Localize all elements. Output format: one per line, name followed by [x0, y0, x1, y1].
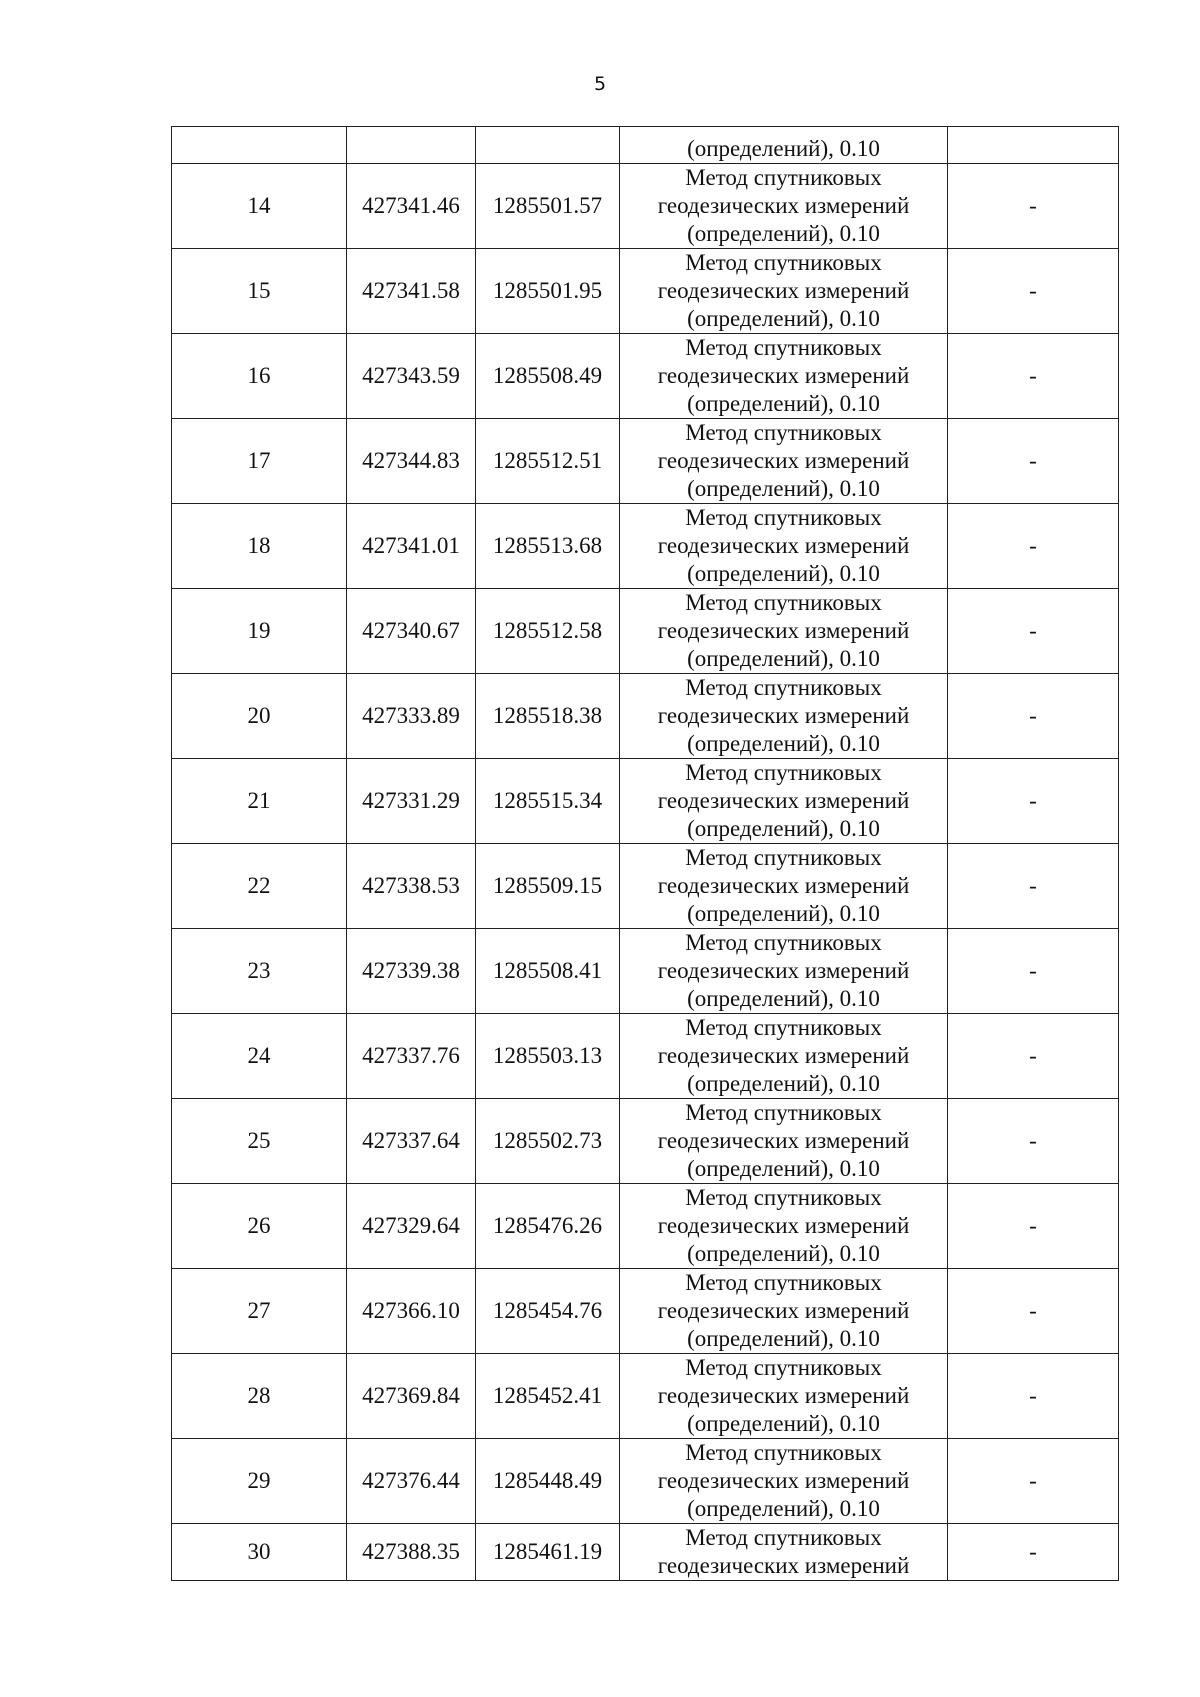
method-line: (определений), 0.10: [687, 561, 880, 586]
method-line: геодезических измерений: [657, 1298, 910, 1323]
table-row: [172, 1354, 1119, 1439]
note-cell: -: [948, 1354, 1119, 1439]
method-line: геодезических измерений: [657, 363, 910, 388]
point-number-cell: 17: [172, 419, 347, 504]
table-row: [172, 334, 1119, 419]
method-cell: [620, 1354, 948, 1439]
method-line: геодезических измерений: [657, 1213, 910, 1238]
method-cell: [620, 504, 948, 589]
y-coordinate-cell: 1285515.34: [476, 759, 620, 844]
method-line: Метод спутниковых: [685, 1015, 882, 1040]
method-line: (определений), 0.10: [687, 1411, 880, 1436]
y-coordinate-cell: 1285512.58: [476, 589, 620, 674]
method-line: Метод спутниковых: [685, 1100, 882, 1125]
note-cell: -: [948, 249, 1119, 334]
method-line: геодезических измерений: [657, 1128, 910, 1153]
method-line: геодезических измерений: [657, 1383, 910, 1408]
x-coordinate-cell: 427366.10: [347, 1269, 476, 1354]
method-line: Метод спутниковых: [685, 1440, 882, 1465]
x-coordinate-cell: [347, 127, 476, 164]
x-coordinate-cell: 427343.59: [347, 334, 476, 419]
table-row: [172, 164, 1119, 249]
point-number-cell: 24: [172, 1014, 347, 1099]
point-number-cell: [172, 127, 347, 164]
note-cell: -: [948, 504, 1119, 589]
point-number-cell: 29: [172, 1439, 347, 1524]
method-line: Метод спутниковых: [685, 1525, 882, 1550]
method-line: Метод спутниковых: [685, 760, 882, 785]
y-coordinate-cell: 1285476.26: [476, 1184, 620, 1269]
method-line: (определений), 0.10: [687, 1241, 880, 1266]
note-cell: -: [948, 1099, 1119, 1184]
table-row: [172, 1014, 1119, 1099]
method-line: (определений), 0.10: [687, 1496, 880, 1521]
method-line: геодезических измерений: [657, 1043, 910, 1068]
note-cell: -: [948, 1184, 1119, 1269]
x-coordinate-cell: 427341.01: [347, 504, 476, 589]
y-coordinate-cell: 1285501.95: [476, 249, 620, 334]
method-cell: [620, 1099, 948, 1184]
method-line: (определений), 0.10: [687, 391, 880, 416]
x-coordinate-cell: 427337.64: [347, 1099, 476, 1184]
coordinates-table-body: [172, 127, 1119, 1581]
method-line: геодезических измерений: [657, 788, 910, 813]
method-line: (определений), 0.10: [687, 1156, 880, 1181]
y-coordinate-cell: 1285518.38: [476, 674, 620, 759]
x-coordinate-cell: 427339.38: [347, 929, 476, 1014]
y-coordinate-cell: 1285448.49: [476, 1439, 620, 1524]
method-cell: [620, 1014, 948, 1099]
x-coordinate-cell: 427341.46: [347, 164, 476, 249]
x-coordinate-cell: 427344.83: [347, 419, 476, 504]
method-line: геодезических измерений: [657, 278, 910, 303]
note-cell: [948, 127, 1119, 164]
method-cell: [620, 929, 948, 1014]
method-line: геодезических измерений: [657, 618, 910, 643]
y-coordinate-cell: [476, 127, 620, 164]
method-line: геодезических измерений: [657, 193, 910, 218]
point-number-cell: 30: [172, 1524, 347, 1581]
note-cell: -: [948, 759, 1119, 844]
x-coordinate-cell: 427333.89: [347, 674, 476, 759]
method-cell: [620, 1269, 948, 1354]
y-coordinate-cell: 1285502.73: [476, 1099, 620, 1184]
table-row: [172, 759, 1119, 844]
table-row: [172, 929, 1119, 1014]
method-line: Метод спутниковых: [685, 335, 882, 360]
table-row: [172, 419, 1119, 504]
note-cell: -: [948, 674, 1119, 759]
table-row: [172, 844, 1119, 929]
note-cell: -: [948, 164, 1119, 249]
x-coordinate-cell: 427331.29: [347, 759, 476, 844]
method-line: (определений), 0.10: [687, 1326, 880, 1351]
note-cell: -: [948, 334, 1119, 419]
method-line: Метод спутниковых: [685, 1270, 882, 1295]
method-line: (определений), 0.10: [687, 306, 880, 331]
method-line: (определений), 0.10: [687, 901, 880, 926]
coordinates-table: [171, 126, 1119, 1581]
method-line: (определений), 0.10: [687, 731, 880, 756]
note-cell: -: [948, 1269, 1119, 1354]
method-line: (определений), 0.10: [687, 221, 880, 246]
method-line: (определений), 0.10: [687, 476, 880, 501]
x-coordinate-cell: 427388.35: [347, 1524, 476, 1581]
point-number-cell: 20: [172, 674, 347, 759]
method-line: Метод спутниковых: [685, 250, 882, 275]
method-cell: [620, 844, 948, 929]
point-number-cell: 28: [172, 1354, 347, 1439]
point-number-cell: 26: [172, 1184, 347, 1269]
note-cell: -: [948, 1439, 1119, 1524]
method-cell: [620, 1439, 948, 1524]
table-row: [172, 589, 1119, 674]
method-line: Метод спутниковых: [685, 930, 882, 955]
method-line: геодезических измерений: [657, 1468, 910, 1493]
method-line: (определений), 0.10: [687, 816, 880, 841]
table-row: [172, 1099, 1119, 1184]
x-coordinate-cell: 427341.58: [347, 249, 476, 334]
y-coordinate-cell: 1285509.15: [476, 844, 620, 929]
method-line: Метод спутниковых: [685, 1185, 882, 1210]
point-number-cell: 16: [172, 334, 347, 419]
page-number: 5: [593, 73, 607, 95]
y-coordinate-cell: 1285503.13: [476, 1014, 620, 1099]
method-cell: [620, 127, 948, 164]
y-coordinate-cell: 1285512.51: [476, 419, 620, 504]
point-number-cell: 22: [172, 844, 347, 929]
method-line: (определений), 0.10: [687, 986, 880, 1011]
method-cell: [620, 334, 948, 419]
method-cell: [620, 759, 948, 844]
method-line: Метод спутниковых: [685, 505, 882, 530]
point-number-cell: 14: [172, 164, 347, 249]
method-line: Метод спутниковых: [685, 590, 882, 615]
y-coordinate-cell: 1285454.76: [476, 1269, 620, 1354]
note-cell: -: [948, 589, 1119, 674]
method-line: геодезических измерений: [657, 533, 910, 558]
note-cell: -: [948, 419, 1119, 504]
method-line: геодезических измерений: [657, 873, 910, 898]
method-line: Метод спутниковых: [685, 165, 882, 190]
y-coordinate-cell: 1285508.41: [476, 929, 620, 1014]
x-coordinate-cell: 427369.84: [347, 1354, 476, 1439]
x-coordinate-cell: 427329.64: [347, 1184, 476, 1269]
x-coordinate-cell: 427376.44: [347, 1439, 476, 1524]
method-line: Метод спутниковых: [685, 845, 882, 870]
method-cell: [620, 419, 948, 504]
point-number-cell: 27: [172, 1269, 347, 1354]
table-row: [172, 504, 1119, 589]
point-number-cell: 15: [172, 249, 347, 334]
point-number-cell: 18: [172, 504, 347, 589]
method-cell: [620, 589, 948, 674]
note-cell: -: [948, 929, 1119, 1014]
x-coordinate-cell: 427340.67: [347, 589, 476, 674]
table-row: [172, 1184, 1119, 1269]
point-number-cell: 21: [172, 759, 347, 844]
method-line: Метод спутниковых: [685, 675, 882, 700]
table-row: [172, 1269, 1119, 1354]
method-cell: [620, 674, 948, 759]
note-cell: -: [948, 1014, 1119, 1099]
method-cell: [620, 1524, 948, 1581]
method-line: геодезических измерений: [657, 1553, 910, 1578]
method-line: геодезических измерений: [657, 958, 910, 983]
y-coordinate-cell: 1285461.19: [476, 1524, 620, 1581]
note-cell: -: [948, 1524, 1119, 1581]
method-line: геодезических измерений: [657, 703, 910, 728]
x-coordinate-cell: 427337.76: [347, 1014, 476, 1099]
x-coordinate-cell: 427338.53: [347, 844, 476, 929]
method-cell: [620, 249, 948, 334]
method-line: Метод спутниковых: [685, 1355, 882, 1380]
table-row: [172, 249, 1119, 334]
method-cell: [620, 164, 948, 249]
note-cell: -: [948, 844, 1119, 929]
table-row: [172, 1439, 1119, 1524]
y-coordinate-cell: 1285508.49: [476, 334, 620, 419]
method-cell: [620, 1184, 948, 1269]
method-line: геодезических измерений: [657, 448, 910, 473]
method-line: (определений), 0.10: [687, 646, 880, 671]
table-row: [172, 674, 1119, 759]
point-number-cell: 25: [172, 1099, 347, 1184]
method-line: (определений), 0.10: [687, 1071, 880, 1096]
method-line: (определений), 0.10: [687, 136, 880, 161]
point-number-cell: 19: [172, 589, 347, 674]
y-coordinate-cell: 1285513.68: [476, 504, 620, 589]
method-line: Метод спутниковых: [685, 420, 882, 445]
y-coordinate-cell: 1285501.57: [476, 164, 620, 249]
y-coordinate-cell: 1285452.41: [476, 1354, 620, 1439]
table-row: [172, 1524, 1119, 1581]
point-number-cell: 23: [172, 929, 347, 1014]
table-row-continuation: [172, 127, 1119, 164]
